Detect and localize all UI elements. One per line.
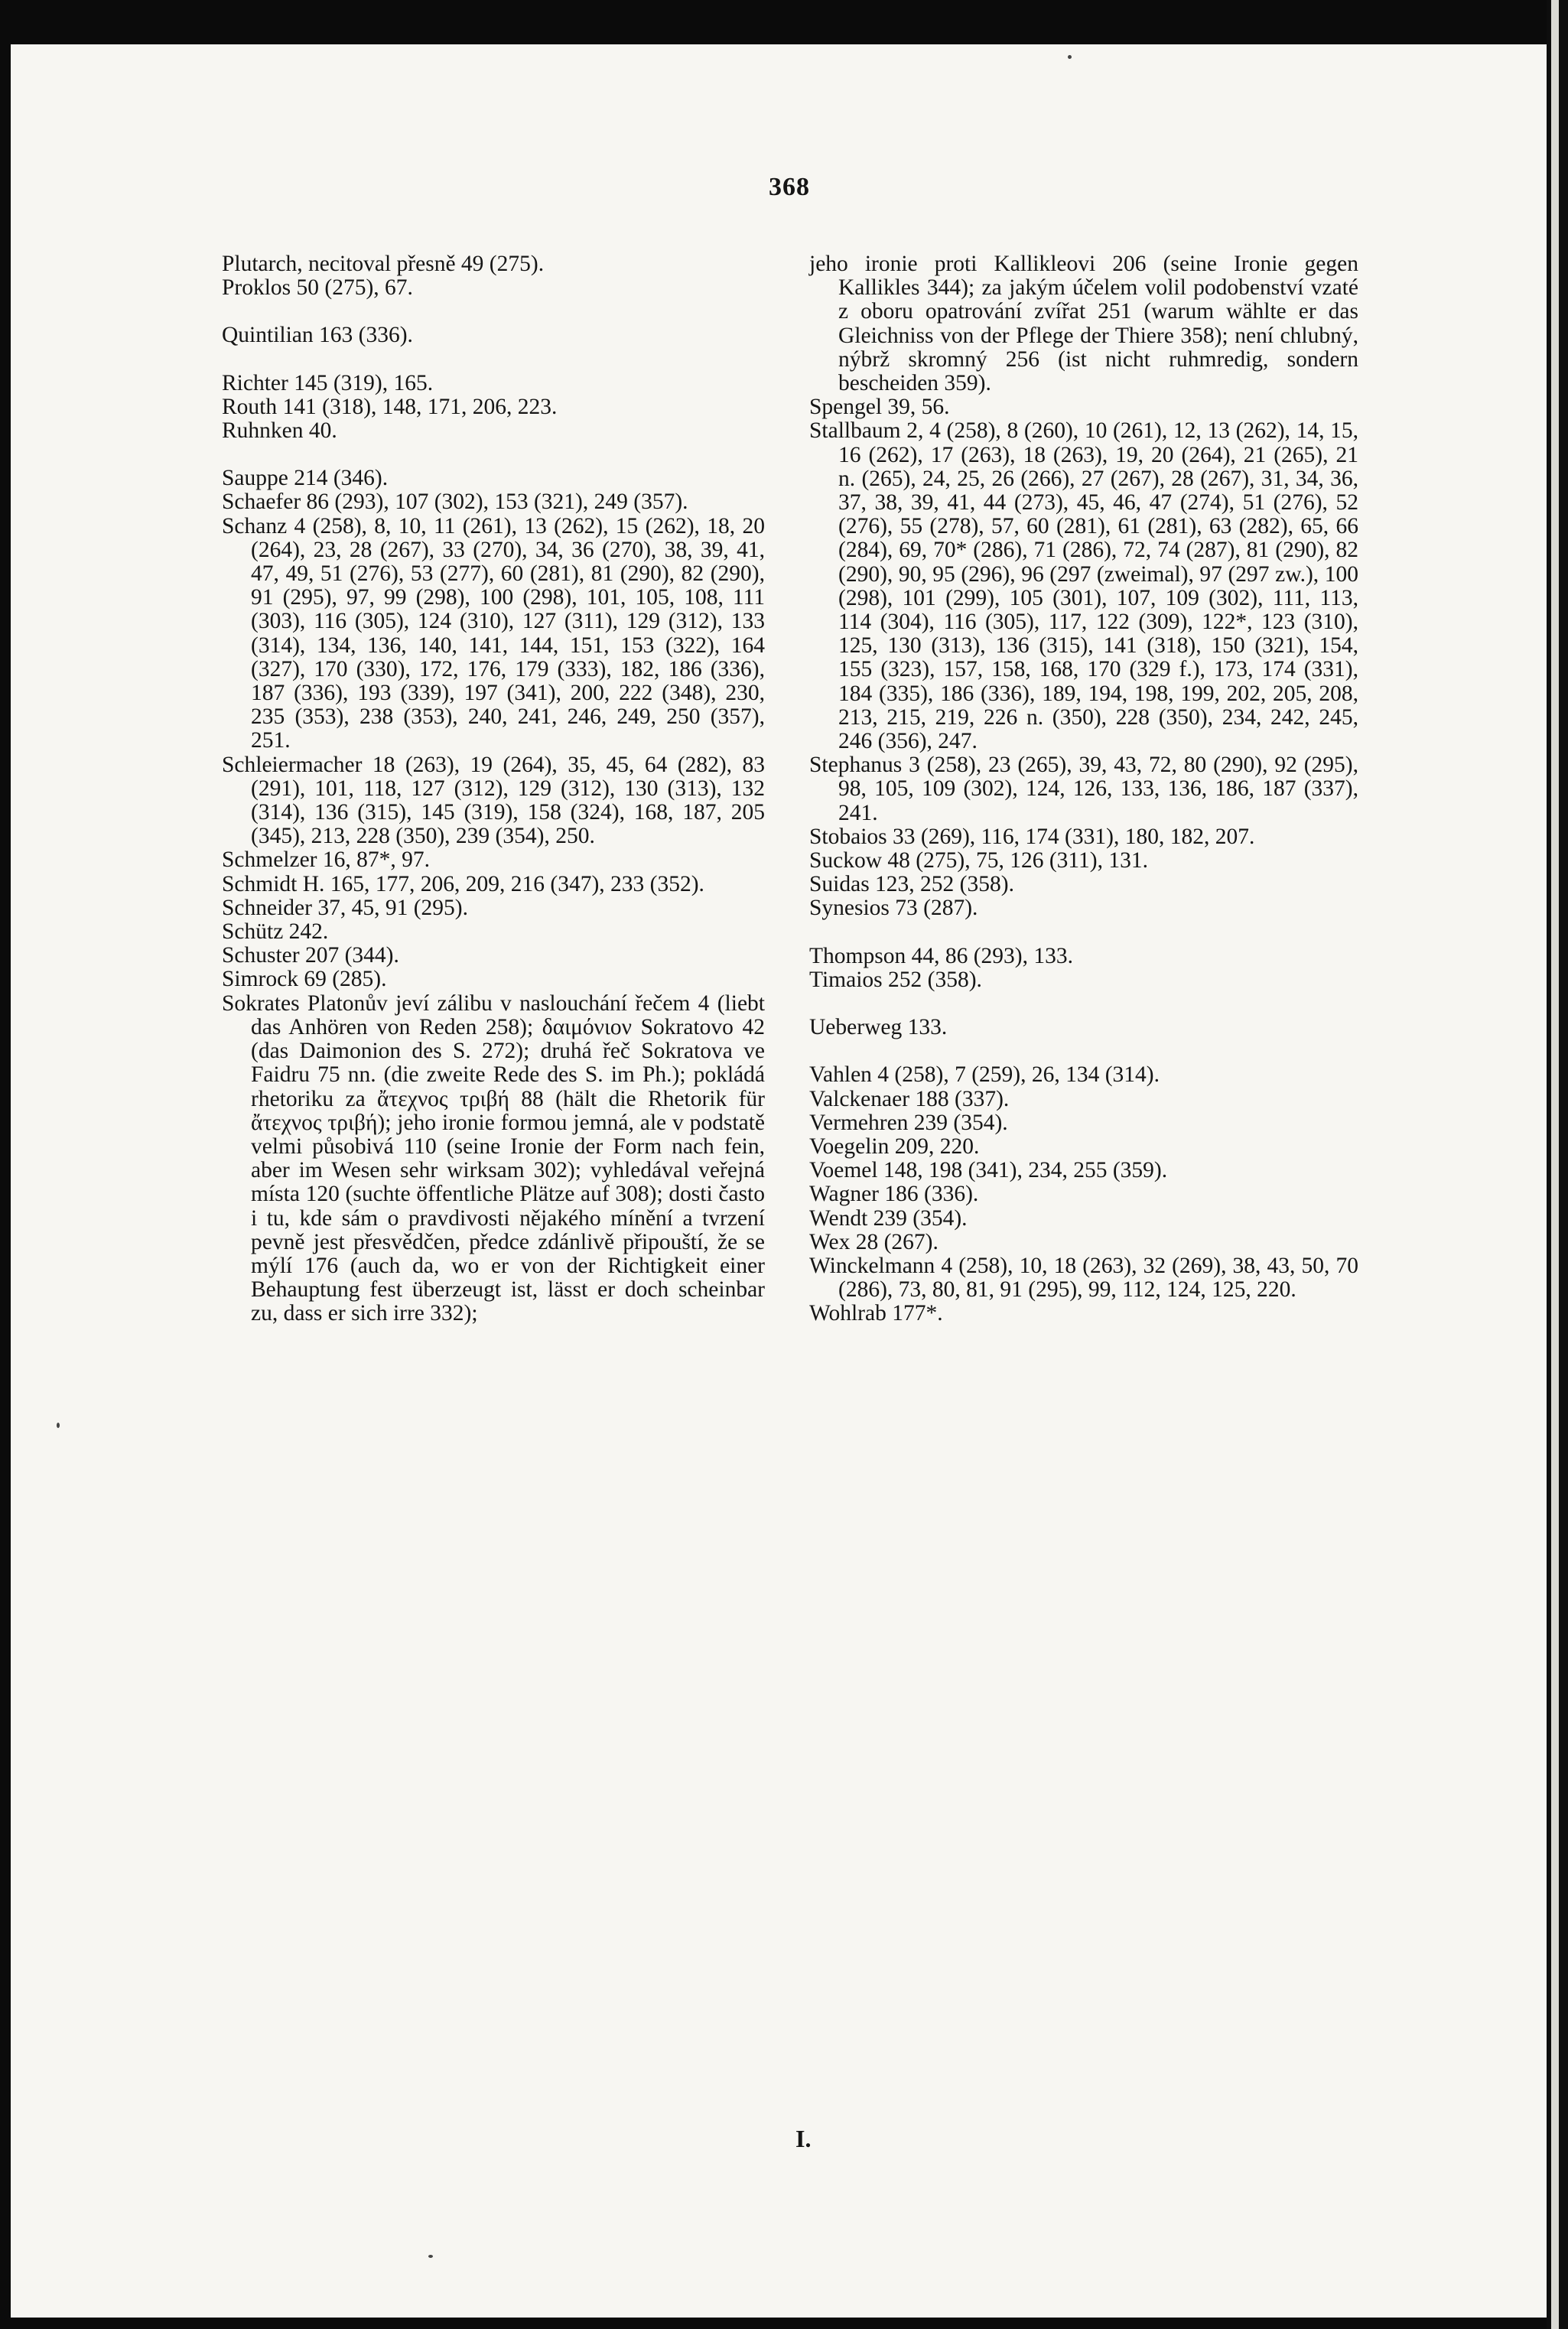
index-entry: Wohlrab 177*. (809, 1301, 943, 1326)
index-entry: Schleiermacher 18 (263), 19 (264), 35, 45, 64 (282), 83 (291), 101, 118, 127 (312), 129 (312), 130 (313), 132 (314), 136 (315), 145 (319), 158 (324), 168, 187, 205 (345), 213, 228 (350), 239 (354), 250. (222, 752, 765, 849)
index-entry: Thompson 44, 86 (293), 133. (809, 943, 1073, 968)
index-entry: Winckelmann 4 (258), 10, 18 (263), 32 (269), 38, 43, 50, 70 (286), 73, 80, 81, 91 (295), 99, 112, 124, 125, 220. (809, 1253, 1358, 1303)
index-entry: Timaios 252 (358). (809, 967, 982, 992)
index-entry: Stobaios 33 (269), 116, 174 (331), 180, 182, 207. (809, 824, 1255, 849)
index-entry: Voemel 148, 198 (341), 234, 255 (359). (809, 1158, 1168, 1183)
index-entry: Richter 145 (319), 165. (222, 370, 434, 395)
scan-edge (1547, 0, 1568, 2329)
index-entry: Simrock 69 (285). (222, 967, 387, 992)
index-entry: Stephanus 3 (258), 23 (265), 39, 43, 72, 80 (290), 92 (295), 98, 105, 109 (302), 124, 126, 133, 136, 186, 187 (337), 241. (809, 753, 1358, 825)
index-column-left (222, 252, 765, 1326)
index-entry: Routh 141 (318), 148, 171, 206, 223. (222, 394, 558, 419)
scan-edge-light (1551, 0, 1559, 2329)
scan-speck (428, 2255, 433, 2258)
section-gap (809, 921, 1358, 945)
index-entry: Schaefer 86 (293), 107 (302), 153 (321), 249 (357). (222, 490, 688, 515)
section-gap (809, 1039, 1358, 1063)
index-entry: Voegelin 209, 220. (809, 1134, 980, 1159)
index-entry: Wendt 239 (354). (809, 1205, 968, 1231)
scan-speck (57, 1423, 60, 1428)
index-entry: Suidas 123, 252 (358). (809, 872, 1014, 897)
index-entry: Stallbaum 2, 4 (258), 8 (260), 10 (261), 12, 13 (262), 14, 15, 16 (262), 17 (263), 18 (263), 19, 20 (264), 21 (265), 21 n. (265), 24, 25, 26 (266), 27 (267), 28 (267), 31, 34, 36, 37, 38, 39, 41, 44 (273), 45, 46, 47 (274), 51 (276), 52 (276), 55 (278), 57, 60 (281), 61 (281), 63 (282), 65, 66 (284), 69, 70* (286), 71 (286), 72, 74 (287), 81 (290), 82 (290), 90, 95 (296), 96 (297 (zweimal), 97 (297 zw.), 100 (298), 101 (299), 105 (301), 107, 109 (302), 111, 113, 114 (304), 116 (305), 117, 122 (309), 122*, 123 (310), 125, 130 (313), 136 (315), 141 (318), 150 (321), 154, 155 (323), 157, 158, 168, 170 (329 f.), 173, 174 (331), 184 (335), 186 (336), 189, 194, 198, 199, 202, 205, 208, 213, 215, 219, 226 n. (350), 228 (350), 234, 242, 245, 246 (356), 247. (809, 418, 1358, 754)
index-entry: Quintilian 163 (336). (222, 323, 413, 348)
index-entry: Vermehren 239 (354). (809, 1110, 1008, 1135)
index-entry: Proklos 50 (275), 67. (222, 275, 413, 301)
section-gap (222, 443, 765, 467)
index-entry: Schütz 242. (222, 919, 329, 945)
section-gap (222, 300, 765, 324)
index-entry: Synesios 73 (287). (809, 896, 978, 921)
index-entry: Suckow 48 (275), 75, 126 (311), 131. (809, 848, 1149, 873)
index-column-right (809, 252, 1358, 1326)
index-entry: Spengel 39, 56. (809, 395, 950, 420)
index-entry: Wagner 186 (336). (809, 1182, 979, 1207)
index-entry: Schuster 207 (344). (222, 943, 399, 968)
scan-speck (1068, 55, 1072, 59)
index-entry: Vahlen 4 (258), 7 (259), 26, 134 (314). (809, 1062, 1160, 1088)
index-entry: Schneider 37, 45, 91 (295). (222, 895, 468, 920)
index-entry: Schmidt H. 165, 177, 206, 209, 216 (347), 233 (352). (222, 871, 704, 896)
section-gap (809, 992, 1358, 1016)
index-entry: Schanz 4 (258), 8, 10, 11 (261), 13 (262), 15 (262), 18, 20 (264), 23, 28 (267), 33 (270), 34, 36 (270), 38, 39, 41, 47, 49, 51 (276), 53 (277), 60 (281), 81 (290), 82 (290), 91 (295), 97, 99 (298), 100 (298), 101, 105, 108, 111 (303), 116 (305), 124 (310), 127 (311), 129 (312), 133 (314), 134, 136, 140, 141, 144, 151, 153 (322), 164 (327), 170 (330), 172, 176, 179 (333), 182, 186 (336), 187 (336), 193 (339), 197 (341), 200, 222 (348), 230, 235 (353), 238 (353), 240, 241, 246, 249, 250 (357), 251. (222, 513, 765, 753)
page-number: 368 (769, 173, 810, 201)
index-entry: Plutarch, necitoval přesně 49 (275). (222, 252, 545, 276)
index-entry: Wex 28 (267). (809, 1229, 939, 1254)
index-entry: Ueberweg 133. (809, 1015, 948, 1040)
signature-mark: I. (795, 2125, 812, 2152)
index-entry: Sokrates Platonův jeví zálibu v naslouchání řečem 4 (liebt das Anhören von Reden 258); δαιμόνιον Sokratovo 42 (das Daimonion des S. 272); druhá řeč Sokratova ve Faidru 75 nn. (die zweite Rede des S. im Ph.); pokládá rhetoriku za ἄτεχνος τριβή 88 (hält die Rhetorik für ἄτεχνος τριβή); jeho ironie formou jemná, ale v podstatě velmi působivá 110 (seine Ironie der Form nach fein, aber im Wesen sehr wirksam 302); vyhledával veřejná místa 120 (suchte öffentliche Plätze auf 308); dosti často i tu, kde sám o pravdivosti nějakého mínění a tvrzení pevně jest přesvědčen, předce zdánlivě připouští, že se mýlí 176 (auch da, wo er von der Richtigkeit einer Behauptung fest überzeugt ist, lässt er doch scheinbar zu, dass er sich irre 332); (222, 990, 765, 1326)
index-entry: Ruhnken 40. (222, 418, 337, 444)
section-gap (222, 348, 765, 372)
index-entry: Valckenaer 188 (337). (809, 1086, 1010, 1111)
index-entry: jeho ironie proti Kallikleovi 206 (seine Ironie gegen Kallikles 344); za jakým účelem volil podobenství vzaté z oboru opatrování zvířat 251 (warum wählte er das Gleichniss von der Pflege der Thiere 358); není chlubný, nýbrž skromný 256 (ist nicht ruhmredig, sondern bescheiden 359). (809, 252, 1358, 396)
index-entry: Sauppe 214 (346). (222, 466, 389, 491)
index-entry: Schmelzer 16, 87*, 97. (222, 847, 430, 873)
